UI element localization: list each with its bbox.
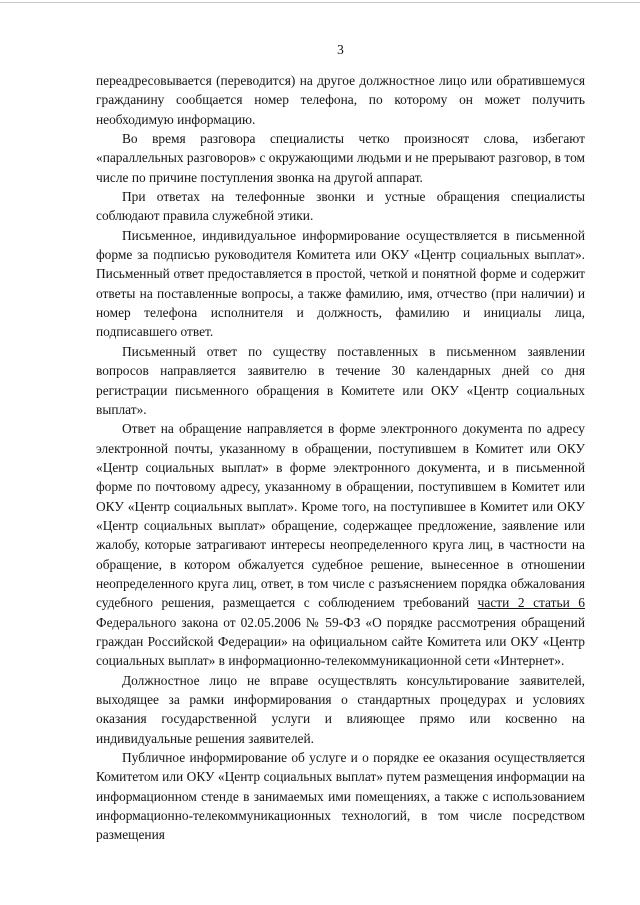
- page-number: 3: [337, 42, 344, 57]
- paragraph-consulting-limits: Должностное лицо не вправе осуществлять консультирование заявителей, выходящее за рамки информирования о стандартных процедурах и условиях оказания государственной услуги и влияющее прямо или косвенно на индивидуальные решения заявителей.: [96, 672, 585, 746]
- law-article-link[interactable]: части 2 статьи 6: [477, 595, 585, 611]
- paragraph-redirect-call: переадресовывается (переводится) на другое должностное лицо или обратившемуся гражданину сообщается номер телефона, по которому он может получить необходимую информацию.: [96, 73, 585, 127]
- paragraph-public-informing: Публичное информирование об услуге и о порядке ее оказания осуществляется Комитетом или ОКУ «Центр социальных выплат» путем размещения информации на информационном стенде в занимаемых ими помещениях, а также с использованием информационно-телекоммуникационных технологий, в том числе посредством размещения: [96, 750, 585, 843]
- paragraph-conversation-rules: Во время разговора специалисты четко произносят слова, избегают «параллельных разговоров» с окружающими людьми и не прерывают разговор, в том числе по причине поступления звонка на другой аппарат.: [96, 131, 585, 185]
- paragraph-written-informing: Письменное, индивидуальное информирование осуществляется в письменной форме за подписью руководителя Комитета или ОКУ «Центр социальных выплат». Письменный ответ предоставляется в простой, четкой и понятной форме и содержит ответы на поставленные вопросы, а также фамилию, имя, отчество (при наличии) и номер телефона исполнителя и должность, фамилию и инициалы лица, подписавшего ответ.: [96, 227, 585, 340]
- electronic-reply-text-start: Ответ на обращение направляется в форме электронного документа по адресу электронной почты, указанному в обращении, поступившем в Комитет или ОКУ «Центр социальных выплат» в форме электронного документа, и в письменной форме по почтовому адресу, указанному в обращении, поступившем в Комитет или ОКУ «Центр социальных выплат». Кроме того, на поступившее в Комитет или ОКУ «Центр социальных выплат» обращение, содержащее предложение, заявление или жалобу, которые затрагивают интересы неопределенного круга лиц, в частности на обращение, в котором обжалуется судебное решение, вынесенное в отношении неопределенного круга лиц, ответ, в том числе с разъяснением порядка обжалования судебного решения, размещается с соблюдением требований: [96, 421, 585, 611]
- paragraph-service-ethics: При ответах на телефонные звонки и устные обращения специалисты соблюдают правила служебной этики.: [96, 189, 585, 224]
- paragraph-electronic-reply: [96, 419, 585, 670]
- paragraph-written-reply-deadline: Письменный ответ по существу поставленных в письменном заявлении вопросов направляется заявителю в течение 30 календарных дней со дня регистрации письменного обращения в Комитете или ОКУ «Центр социальных выплат».: [96, 343, 585, 417]
- document-page: [96, 40, 585, 845]
- scan-top-edge: [0, 2, 640, 3]
- electronic-reply-text-end: Федерального закона от 02.05.2006 № 59-ФЗ «О порядке рассмотрения обращений граждан Российской Федерации» на официальном сайте Комитета или ОКУ «Центр социальных выплат» в информационно-телекоммуникационной сети «Интернет».: [96, 614, 585, 669]
